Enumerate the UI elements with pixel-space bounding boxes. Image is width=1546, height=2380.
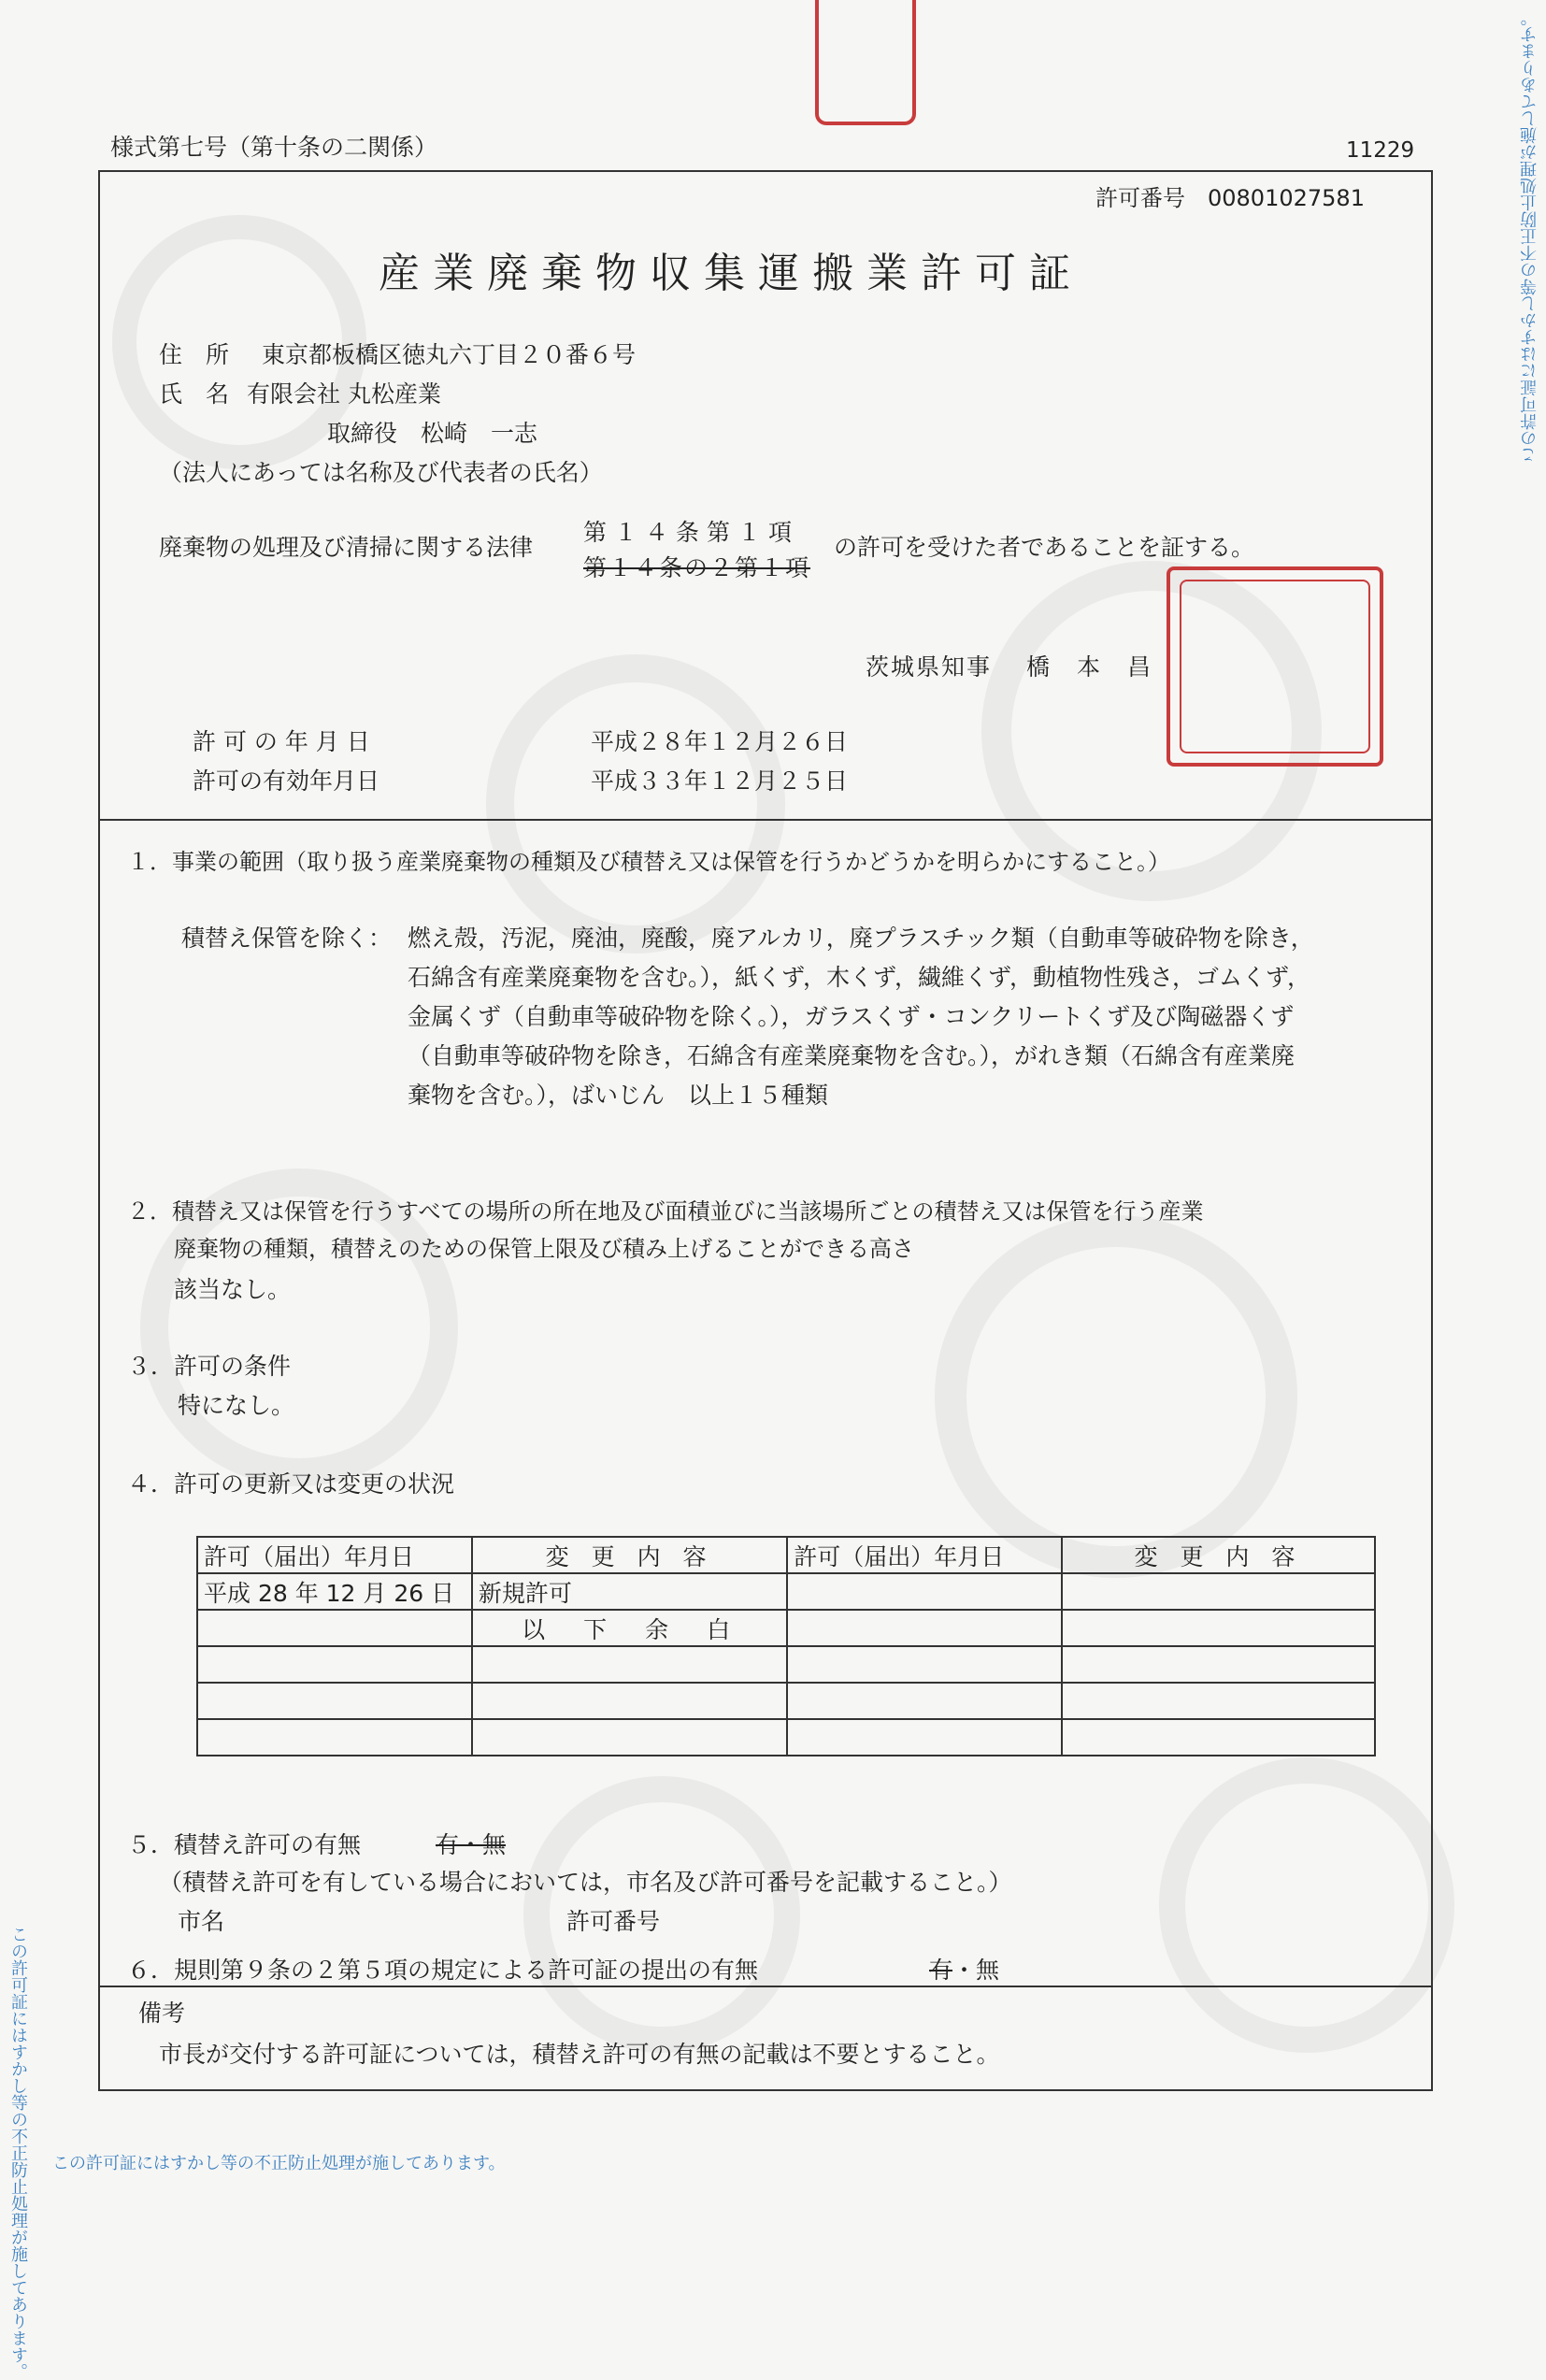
column-header: 許可（届出）年月日 [197,1537,472,1573]
section1-line: 棄物を含む。），ばいじん 以上１５種類 [408,1082,829,1109]
law-article-2: 第１４条の２第１項 [583,554,811,581]
name-label: 氏 名 [159,380,230,408]
table-row [197,1573,1375,1610]
section4-heading: ４．許可の更新又は変更の状況 [127,1470,455,1498]
table-cell: 新規許可 [472,1573,787,1610]
table-cell: 平成 28 年 12 月 26 日 [197,1573,472,1610]
column-header: 変 更 内 容 [472,1537,787,1573]
governor-name: 茨城県知事 橋 本 昌 [866,653,1152,681]
table-cell [787,1610,1062,1646]
section1-line: 金属くず（自動車等破砕物を除く。），ガラスくず・コンクリートくず及び陶磁器くず [408,1003,1295,1030]
table-cell [1062,1573,1375,1610]
amendment-history-table [196,1536,1376,1756]
remarks-label: 備考 [138,2000,186,2027]
reference-number: 11229 [1346,138,1415,163]
table-cell [197,1610,472,1646]
table-cell [787,1683,1062,1719]
issue-date-label: 許 可 の 年 月 日 [193,728,370,755]
section2-value: 該当なし。 [174,1276,292,1303]
law-article-1: 第１４条第１項 [583,519,800,546]
column-header: 許可（届出）年月日 [787,1537,1062,1573]
holder-representative: 取締役 松崎 一志 [327,420,538,447]
certify-prefix: 廃棄物の処理及び清掃に関する法律 [159,534,534,561]
section2-heading: ２．積替え又は保管を行うすべての場所の所在地及び面積並びに当該場所ごとの積替え又は保管を行う産業 [127,1198,1204,1225]
certify-suffix: の許可を受けた者であることを証する。 [834,534,1255,561]
security-notice-right: この許可証にはすかし等の不正防止処理が施してあります。 [1520,9,1539,464]
top-stamp [815,0,916,125]
section5-heading: ５．積替え許可の有無 [127,1831,362,1858]
section1-line: 燃え殻，汚泥，廃油，廃酸，廃アルカリ，廃プラスチック類（自動車等破砕物を除き， [408,925,1314,952]
certificate-title: 産業廃棄物収集運搬業許可証 [379,250,1083,297]
table-cell [472,1683,787,1719]
section1-line: 石綿含有産業廃棄物を含む。），紙くず，木くず，繊維くず，動植物性残さ，ゴムくず， [408,964,1311,991]
section6-heading: ６．規則第９条の２第５項の規定による許可証の提出の有無 [127,1957,759,1984]
section3-heading: ３．許可の条件 [127,1353,292,1380]
remarks-text: 市長が交付する許可証については，積替え許可の有無の記載は不要とすること。 [159,2041,1000,2068]
table-cell: 以 下 余 白 [472,1610,787,1646]
remarks-divider [98,1986,1433,1987]
table-cell [1062,1683,1375,1719]
issue-date: 平成２８年１２月２６日 [591,728,849,755]
table-cell [1062,1646,1375,1683]
security-notice-left: この許可証にはすかし等の不正防止処理が施してあります。 [8,1926,28,2380]
table-row [197,1719,1375,1756]
holder-address: 東京都板橋区徳丸六丁目２０番６号 [262,341,637,368]
section6-option-yes: 有 [929,1957,953,1984]
table-cell [1062,1719,1375,1756]
section6-options [929,1952,999,1986]
section5-note: （積替え許可を有している場合においては，市名及び許可番号を記載すること。） [159,1869,1012,1896]
address-label: 住 所 [159,341,230,368]
section3-value: 特になし。 [178,1392,295,1419]
table-cell [787,1646,1062,1683]
holder-name: 有限会社 丸松産業 [247,380,441,408]
table-row [197,1646,1375,1683]
table-row [197,1683,1375,1719]
section5-city-label: 市名 [178,1908,225,1935]
governor-seal [1167,566,1383,767]
section5-options: 有・無 [436,1831,507,1858]
section1-label: 積替え保管を除く： [181,925,393,952]
expiry-date-label: 許可の有効年月日 [193,767,380,795]
section5-permit-label: 許可番号 [566,1908,661,1935]
table-cell [472,1719,787,1756]
section-divider [98,819,1433,821]
security-notice-bottom: この許可証にはすかし等の不正防止処理が施してあります。 [52,2154,506,2173]
table-cell [787,1719,1062,1756]
table-cell [1062,1610,1375,1646]
section2-heading-cont: 廃棄物の種類，積替えのための保管上限及び積み上げることができる高さ [174,1236,914,1262]
section1-line: （自動車等破砕物を除き，石綿含有産業廃棄物を含む。），がれき類（石綿含有産業廃 [408,1042,1295,1069]
table-cell [197,1683,472,1719]
holder-note: （法人にあっては名称及び代表者の氏名） [159,459,603,486]
table-header-row [197,1537,1375,1573]
section6-option-no: 無 [976,1957,1000,1984]
table-cell [197,1646,472,1683]
table-cell [472,1646,787,1683]
table-row [197,1610,1375,1646]
permit-number: 許可番号 00801027581 [1095,185,1365,211]
expiry-date: 平成３３年１２月２５日 [591,767,849,795]
section1-heading: １．事業の範囲（取り扱う産業廃棄物の種類及び積替え又は保管を行うかどうかを明らかにすること。） [127,849,1170,875]
table-cell [197,1719,472,1756]
table-cell [787,1573,1062,1610]
section6-separator: ・ [952,1957,977,1984]
form-label: 様式第七号（第十条の二関係） [110,134,438,161]
column-header: 変 更 内 容 [1062,1537,1375,1573]
